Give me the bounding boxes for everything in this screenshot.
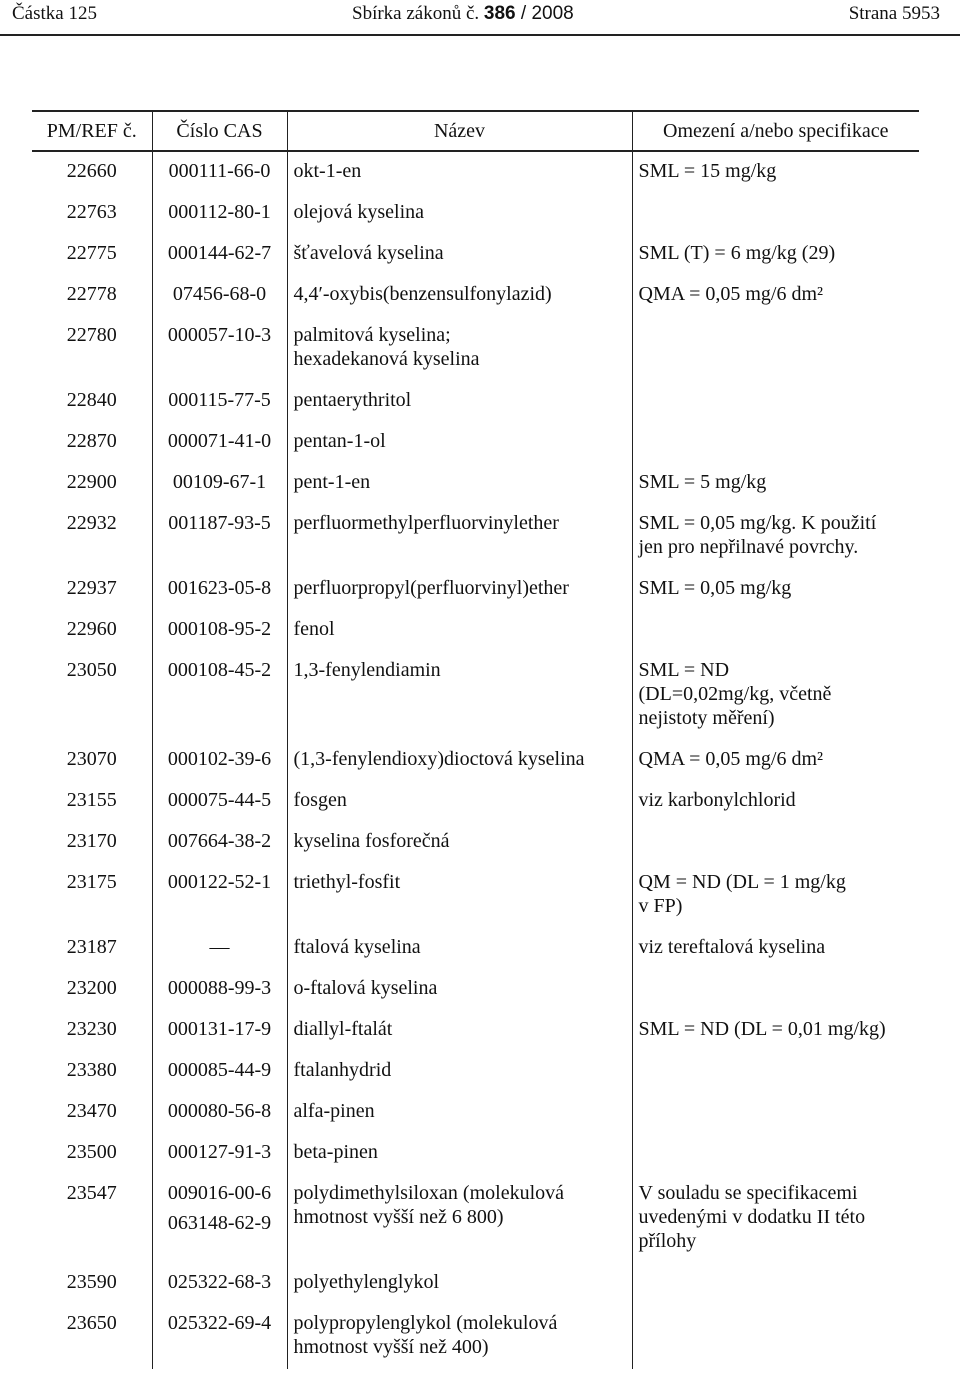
table-row bbox=[32, 151, 919, 193]
name-line: 1,3-fenylendiamin bbox=[293, 659, 441, 681]
table-row bbox=[32, 422, 919, 463]
name-cell bbox=[287, 1263, 632, 1304]
limit-cell bbox=[632, 969, 919, 1010]
name-line: diallyl-ftalát bbox=[293, 1018, 393, 1040]
cas-line: 001623-05-8 bbox=[167, 577, 272, 599]
limit-line: v FP) bbox=[638, 895, 683, 917]
ref-cell: 23547 bbox=[66, 1182, 117, 1204]
column-header-limits: Omezení a/nebo specifikace bbox=[632, 111, 919, 151]
name-line: triethyl-fosfit bbox=[293, 871, 401, 893]
column-header-name: Název bbox=[287, 111, 632, 151]
name-line: perfluormethylperfluorvinylether bbox=[293, 512, 559, 534]
limit-cell bbox=[632, 1051, 919, 1092]
table-row bbox=[32, 275, 919, 316]
name-line: hexadekanová kyselina bbox=[293, 348, 480, 370]
name-cell bbox=[287, 1304, 632, 1369]
cas-line: 000080-56-8 bbox=[167, 1100, 272, 1122]
substance-table bbox=[32, 110, 919, 1369]
ref-cell: 23500 bbox=[66, 1141, 117, 1163]
table-row bbox=[32, 504, 919, 569]
name-line: pentan-1-ol bbox=[293, 430, 386, 452]
cas-line: 009016-00-6 bbox=[167, 1182, 272, 1204]
cas-cell bbox=[152, 275, 287, 316]
name-cell bbox=[287, 740, 632, 781]
cas-line: 001187-93-5 bbox=[168, 512, 271, 534]
cas-line: 000057-10-3 bbox=[167, 324, 272, 346]
cas-cell bbox=[152, 1010, 287, 1051]
table-row bbox=[32, 822, 919, 863]
table-row bbox=[32, 1010, 919, 1051]
limit-cell bbox=[632, 651, 919, 740]
cas-line: 000112-80-1 bbox=[168, 201, 271, 223]
table-row bbox=[32, 928, 919, 969]
name-line: kyselina fosforečná bbox=[293, 830, 450, 852]
cas-line: 00109-67-1 bbox=[172, 471, 267, 493]
limit-cell bbox=[632, 1304, 919, 1369]
ref-cell: 22775 bbox=[66, 242, 117, 264]
ref-cell: 22660 bbox=[66, 160, 117, 182]
limit-cell bbox=[632, 504, 919, 569]
table-row bbox=[32, 1092, 919, 1133]
cas-cell bbox=[152, 234, 287, 275]
name-cell bbox=[287, 504, 632, 569]
limit-line: SML = ND (DL = 0,01 mg/kg) bbox=[638, 1018, 886, 1040]
name-line: 4,4′-oxybis(benzensulfonylazid) bbox=[293, 283, 552, 305]
name-cell bbox=[287, 151, 632, 193]
ref-cell: 23175 bbox=[66, 871, 117, 893]
limit-line: SML = 0,05 mg/kg. K použití bbox=[638, 512, 877, 534]
cas-cell bbox=[152, 422, 287, 463]
name-cell bbox=[287, 610, 632, 651]
column-header-ref: PM/REF č. bbox=[32, 111, 152, 151]
page-number: Strana 5953 bbox=[848, 3, 940, 24]
name-line: palmitová kyselina; bbox=[293, 324, 451, 346]
limit-line: SML = 0,05 mg/kg bbox=[638, 577, 792, 599]
collection-prefix: Sbírka zákonů č. bbox=[352, 3, 480, 24]
name-cell bbox=[287, 381, 632, 422]
limit-line: V souladu se specifikacemi bbox=[638, 1182, 858, 1204]
table-row bbox=[32, 1304, 919, 1369]
name-line: hmotnost vyšší než 400) bbox=[293, 1336, 489, 1358]
ref-cell: 22780 bbox=[66, 324, 117, 346]
ref-cell: 23155 bbox=[66, 789, 117, 811]
name-line: hmotnost vyšší než 6 800) bbox=[293, 1206, 504, 1228]
cas-cell bbox=[152, 151, 287, 193]
limit-line: viz karbonylchlorid bbox=[638, 789, 796, 811]
name-cell bbox=[287, 969, 632, 1010]
table-row bbox=[32, 1133, 919, 1174]
table-row bbox=[32, 740, 919, 781]
cas-cell bbox=[152, 928, 287, 969]
cas-cell bbox=[152, 569, 287, 610]
cas-line: 063148-62-9 bbox=[167, 1212, 272, 1234]
table-row bbox=[32, 1174, 919, 1263]
name-cell bbox=[287, 463, 632, 504]
cas-line: 000108-45-2 bbox=[167, 659, 272, 681]
name-line: fosgen bbox=[293, 789, 347, 811]
limit-line: nejistoty měření) bbox=[638, 707, 775, 729]
table-header-row bbox=[32, 111, 919, 151]
ref-cell: 23050 bbox=[66, 659, 117, 681]
table-row bbox=[32, 381, 919, 422]
cas-line: 000131-17-9 bbox=[167, 1018, 272, 1040]
name-line: ftalanhydrid bbox=[293, 1059, 392, 1081]
cas-line: 007664-38-2 bbox=[167, 830, 272, 852]
ref-cell: 23170 bbox=[66, 830, 117, 852]
cas-cell bbox=[152, 651, 287, 740]
limit-cell bbox=[632, 234, 919, 275]
name-cell bbox=[287, 1092, 632, 1133]
name-cell bbox=[287, 1010, 632, 1051]
cas-line: 000071-41-0 bbox=[167, 430, 272, 452]
name-line: polydimethylsiloxan (molekulová bbox=[293, 1182, 565, 1204]
ref-cell: 22937 bbox=[66, 577, 117, 599]
name-cell bbox=[287, 316, 632, 381]
limit-line: QM = ND (DL = 1 mg/kg bbox=[638, 871, 846, 893]
ref-cell: 22778 bbox=[66, 283, 117, 305]
cas-line: 025322-69-4 bbox=[167, 1312, 272, 1334]
limit-cell bbox=[632, 1010, 919, 1051]
limit-line: SML (T) = 6 mg/kg (29) bbox=[638, 242, 836, 264]
part-label: Částka 125 bbox=[12, 3, 97, 24]
ref-cell: 22960 bbox=[66, 618, 117, 640]
limit-cell bbox=[632, 1092, 919, 1133]
limit-cell bbox=[632, 610, 919, 651]
cas-cell bbox=[152, 463, 287, 504]
limit-cell bbox=[632, 422, 919, 463]
cas-line: 000115-77-5 bbox=[168, 389, 271, 411]
ref-cell: 23470 bbox=[66, 1100, 117, 1122]
cas-line: 000144-62-7 bbox=[167, 242, 272, 264]
cas-cell bbox=[152, 1092, 287, 1133]
name-line: pentaerythritol bbox=[293, 389, 412, 411]
limit-cell bbox=[632, 822, 919, 863]
limit-line: SML = 5 mg/kg bbox=[638, 471, 767, 493]
cas-cell bbox=[152, 610, 287, 651]
cas-line: 025322-68-3 bbox=[167, 1271, 272, 1293]
name-cell bbox=[287, 1174, 632, 1263]
ref-cell: 22900 bbox=[66, 471, 117, 493]
table-row bbox=[32, 651, 919, 740]
limit-cell bbox=[632, 316, 919, 381]
limit-line: jen pro nepřilnavé povrchy. bbox=[638, 536, 859, 558]
cas-line: 000102-39-6 bbox=[167, 748, 272, 770]
law-number: 386 bbox=[483, 3, 516, 24]
cas-line: 000085-44-9 bbox=[167, 1059, 272, 1081]
cas-line: 000075-44-5 bbox=[167, 789, 272, 811]
limit-cell bbox=[632, 1133, 919, 1174]
cas-line: 07456-68-0 bbox=[172, 283, 267, 305]
cas-line: 000122-52-1 bbox=[167, 871, 272, 893]
table-body bbox=[32, 151, 919, 1369]
table-row bbox=[32, 610, 919, 651]
table-row bbox=[32, 193, 919, 234]
cas-line: — bbox=[209, 936, 230, 958]
table-row bbox=[32, 316, 919, 381]
limit-cell bbox=[632, 1263, 919, 1304]
cas-cell bbox=[152, 1051, 287, 1092]
name-cell bbox=[287, 422, 632, 463]
page-header bbox=[0, 0, 960, 36]
cas-line: 000108-95-2 bbox=[167, 618, 272, 640]
cas-cell bbox=[152, 822, 287, 863]
ref-cell: 22932 bbox=[66, 512, 117, 534]
cas-cell bbox=[152, 863, 287, 928]
cas-cell bbox=[152, 193, 287, 234]
table-row bbox=[32, 781, 919, 822]
cas-cell bbox=[152, 1174, 287, 1263]
cas-line: 000111-66-0 bbox=[168, 160, 271, 182]
cas-cell bbox=[152, 781, 287, 822]
cas-cell bbox=[152, 740, 287, 781]
name-cell bbox=[287, 1051, 632, 1092]
name-line: (1,3-fenylendioxy)dioctová kyselina bbox=[293, 748, 585, 770]
collection-title bbox=[352, 3, 574, 25]
table-row bbox=[32, 863, 919, 928]
limit-line: viz tereftalová kyselina bbox=[638, 936, 826, 958]
name-cell bbox=[287, 1133, 632, 1174]
name-line: olejová kyselina bbox=[293, 201, 425, 223]
name-line: alfa-pinen bbox=[293, 1100, 375, 1122]
cas-cell bbox=[152, 969, 287, 1010]
law-year: / 2008 bbox=[515, 3, 574, 24]
cas-cell bbox=[152, 1133, 287, 1174]
limit-cell bbox=[632, 781, 919, 822]
limit-cell bbox=[632, 275, 919, 316]
name-cell bbox=[287, 234, 632, 275]
cas-cell bbox=[152, 1304, 287, 1369]
table-row bbox=[32, 463, 919, 504]
name-cell bbox=[287, 863, 632, 928]
name-cell bbox=[287, 822, 632, 863]
table-row bbox=[32, 234, 919, 275]
name-line: polypropylenglykol (molekulová bbox=[293, 1312, 558, 1334]
table-row bbox=[32, 969, 919, 1010]
ref-cell: 22870 bbox=[66, 430, 117, 452]
cas-cell bbox=[152, 381, 287, 422]
name-line: ftalová kyselina bbox=[293, 936, 421, 958]
limit-cell bbox=[632, 151, 919, 193]
ref-cell: 23230 bbox=[66, 1018, 117, 1040]
cas-cell bbox=[152, 1263, 287, 1304]
table-row bbox=[32, 569, 919, 610]
column-header-cas: Číslo CAS bbox=[152, 111, 287, 151]
limit-line: uvedenými v dodatku II této bbox=[638, 1206, 866, 1228]
limit-cell bbox=[632, 740, 919, 781]
table-row bbox=[32, 1051, 919, 1092]
limit-cell bbox=[632, 863, 919, 928]
limit-cell bbox=[632, 1174, 919, 1263]
name-line: perfluorpropyl(perfluorvinyl)ether bbox=[293, 577, 569, 599]
limit-line: SML = 15 mg/kg bbox=[638, 160, 777, 182]
ref-cell: 23187 bbox=[66, 936, 117, 958]
table-row bbox=[32, 1263, 919, 1304]
name-line: o-ftalová kyselina bbox=[293, 977, 438, 999]
ref-cell: 23590 bbox=[66, 1271, 117, 1293]
name-cell bbox=[287, 275, 632, 316]
ref-cell: 23200 bbox=[66, 977, 117, 999]
ref-cell: 22840 bbox=[66, 389, 117, 411]
name-line: fenol bbox=[293, 618, 335, 640]
cas-line: 000088-99-3 bbox=[167, 977, 272, 999]
name-line: šťavelová kyselina bbox=[293, 242, 444, 264]
limit-line: QMA = 0,05 mg/6 dm² bbox=[638, 748, 824, 770]
name-line: beta-pinen bbox=[293, 1141, 378, 1163]
ref-cell: 23650 bbox=[66, 1312, 117, 1334]
limit-line: přílohy bbox=[638, 1230, 697, 1252]
name-cell bbox=[287, 928, 632, 969]
limit-cell bbox=[632, 928, 919, 969]
name-cell bbox=[287, 193, 632, 234]
name-line: pent-1-en bbox=[293, 471, 371, 493]
name-line: okt-1-en bbox=[293, 160, 362, 182]
limit-cell bbox=[632, 463, 919, 504]
limit-line: SML = ND bbox=[638, 659, 730, 681]
cas-cell bbox=[152, 316, 287, 381]
limit-cell bbox=[632, 193, 919, 234]
ref-cell: 23380 bbox=[66, 1059, 117, 1081]
limit-cell bbox=[632, 381, 919, 422]
name-cell bbox=[287, 651, 632, 740]
name-line: polyethylenglykol bbox=[293, 1271, 440, 1293]
ref-cell: 23070 bbox=[66, 748, 117, 770]
name-cell bbox=[287, 781, 632, 822]
ref-cell: 22763 bbox=[66, 201, 117, 223]
limit-line: QMA = 0,05 mg/6 dm² bbox=[638, 283, 824, 305]
limit-cell bbox=[632, 569, 919, 610]
cas-line: 000127-91-3 bbox=[167, 1141, 272, 1163]
cas-cell bbox=[152, 504, 287, 569]
limit-line: (DL=0,02mg/kg, včetně bbox=[638, 683, 832, 705]
name-cell bbox=[287, 569, 632, 610]
